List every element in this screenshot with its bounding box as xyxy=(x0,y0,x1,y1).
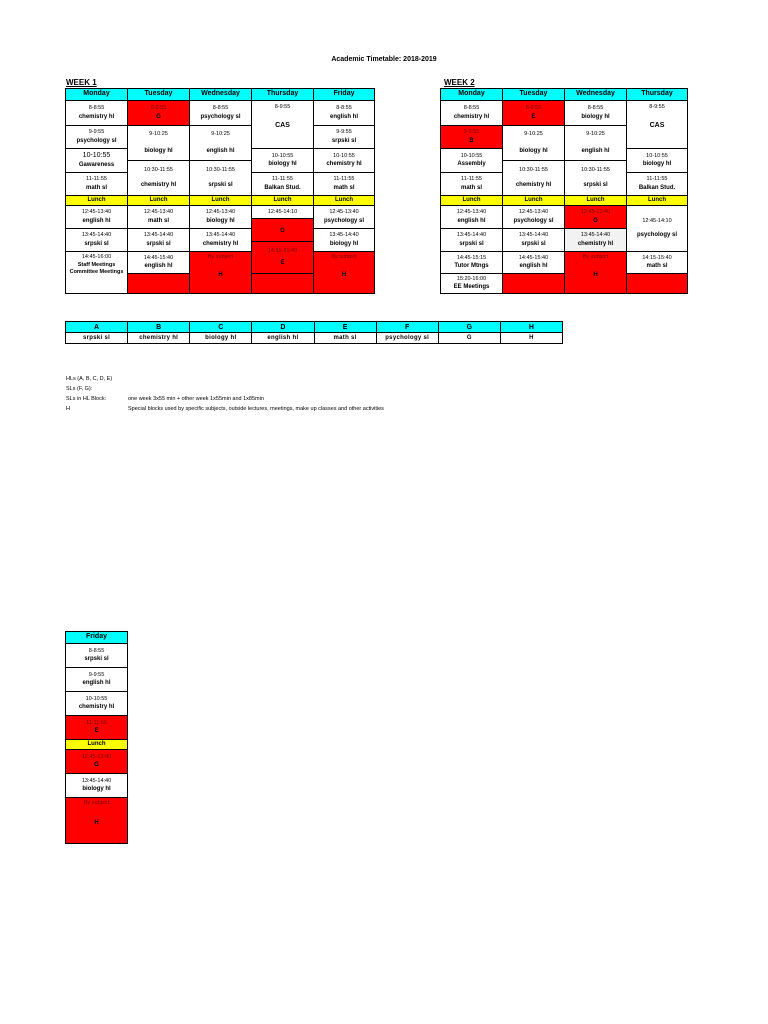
lunch-cell: Lunch xyxy=(314,196,375,206)
lunch-cell: Lunch xyxy=(66,196,128,206)
period-cell: 10-10:55 Assembly xyxy=(441,149,503,173)
period-cell: 8-8:55 srpski sl xyxy=(66,644,128,668)
lunch-row xyxy=(441,196,688,206)
period-cell: 8-8:55 english hl xyxy=(314,101,375,126)
period-cell: 14:45-15:40 english hl xyxy=(503,252,565,274)
note-row: SLs (F, G): xyxy=(66,386,93,392)
period-cell: 8-9:55 CAS xyxy=(252,101,314,149)
day-header: Thursday xyxy=(252,89,314,101)
key-letter: D xyxy=(252,322,314,333)
period-cell: 11-11:55 Balkan Stud. xyxy=(252,173,314,196)
period-cell: 9-10:25 biology hl xyxy=(503,126,565,161)
period-cell: 14:15-15:40 math sl xyxy=(627,252,688,274)
period-cell: 10:30-11:55 chemistry hl xyxy=(503,161,565,196)
period-cell: 12:45-13:40 G xyxy=(565,206,627,229)
period-cell: By subject H xyxy=(314,252,375,294)
period-cell: 11-11:55 E xyxy=(66,716,128,740)
lunch-cell: Lunch xyxy=(441,196,503,206)
key-letters-row xyxy=(66,322,563,333)
period-cell: 10:30-11:55 chemistry hl xyxy=(128,161,190,196)
period-cell xyxy=(503,274,565,294)
period-cell: By subject H xyxy=(565,252,627,294)
week2-friday-timetable xyxy=(65,631,128,844)
lunch-cell: Lunch xyxy=(252,196,314,206)
key-subject: english hl xyxy=(252,333,314,344)
period-cell: G xyxy=(252,219,314,242)
period-cell: 10-10:55 Gawareness xyxy=(66,149,128,173)
day-header: Wednesday xyxy=(565,89,627,101)
period-cell: 9-9:55 english hl xyxy=(66,668,128,692)
key-subject: biology hl xyxy=(190,333,252,344)
period-cell: 8-8:55 biology hl xyxy=(565,101,627,126)
key-letter: G xyxy=(438,322,500,333)
week1-header-row xyxy=(66,89,375,101)
page-title: Academic Timetable: 2018-2019 xyxy=(331,56,437,63)
period-cell: 12:45-14:10 psychology sl xyxy=(627,206,688,252)
period-cell: 14:45-15:40 english hl xyxy=(128,252,190,274)
period-cell: 13:45-14:40 chemistry hl xyxy=(190,229,252,252)
key-letter: C xyxy=(190,322,252,333)
day-header: Friday xyxy=(66,632,128,644)
lunch-cell: Lunch xyxy=(190,196,252,206)
period-cell: 9-10:25 biology hl xyxy=(128,126,190,161)
period-cell: 13:45-14:40 srpski sl xyxy=(66,229,128,252)
period-cell: 10:30-11:55 srpski sl xyxy=(190,161,252,196)
period-cell: 12:45-13:40 G xyxy=(66,750,128,774)
period-cell: 12:45-13:40 english hl xyxy=(66,206,128,229)
period-cell: 12:45-13:40 math sl xyxy=(128,206,190,229)
day-header: Tuesday xyxy=(503,89,565,101)
key-letter: H xyxy=(500,322,562,333)
period-cell: 8-8:55 psychology sl xyxy=(190,101,252,126)
note-row: SLs in HL Block: one week 3x55 min + other week 1x55min and 1x85min xyxy=(66,396,264,402)
period-cell: 8-8:55 chemistry hl xyxy=(66,101,128,126)
key-subjects-row xyxy=(66,333,563,344)
lunch-cell: Lunch xyxy=(503,196,565,206)
period-cell: 9-9:55 B xyxy=(441,126,503,149)
period-cell: 12:45-14:10 xyxy=(252,206,314,219)
period-cell: 8-8:55 E xyxy=(503,101,565,126)
period-cell: 11-11:55 math sl xyxy=(66,173,128,196)
week1-label: WEEK 1 xyxy=(66,78,97,87)
period-cell: 13:45-14:40 srpski sl xyxy=(128,229,190,252)
period-cell: 11-11:55 Balkan Stud. xyxy=(627,173,688,196)
key-letter: F xyxy=(376,322,438,333)
key-subject: math sl xyxy=(314,333,376,344)
key-letter: B xyxy=(128,322,190,333)
period-cell: 13:45-14:40 biology hl xyxy=(66,774,128,798)
lunch-row xyxy=(66,740,128,750)
key-subject: G xyxy=(438,333,500,344)
notes xyxy=(66,374,384,414)
period-cell: By subject H xyxy=(190,252,252,294)
period-cell: 10-10:55 biology hl xyxy=(627,149,688,173)
period-cell: 10:30-11:55 srpski sl xyxy=(565,161,627,196)
period-cell: 9-9:55 srpski sl xyxy=(314,126,375,149)
day-header: Tuesday xyxy=(128,89,190,101)
period-cell: 9-10:25 english hl xyxy=(565,126,627,161)
period-cell: 8-8:55 G xyxy=(128,101,190,126)
period-cell: By subject H xyxy=(66,798,128,844)
week2-timetable xyxy=(440,88,688,294)
key-subject: srpski sl xyxy=(66,333,128,344)
day-header: Friday xyxy=(314,89,375,101)
period-cell: 14:45-16:00 Staff Meetings Committee Meetings xyxy=(66,252,128,294)
key-subject: H xyxy=(500,333,562,344)
period-cell: 12:45-13:40 biology hl xyxy=(190,206,252,229)
period-cell: 10-10:55 biology hl xyxy=(252,149,314,173)
lunch-cell: Lunch xyxy=(627,196,688,206)
key-subject: psychology sl xyxy=(376,333,438,344)
period-cell: 15:20-16:00 EE Meetings xyxy=(441,274,503,294)
block-key-table xyxy=(65,321,563,344)
lunch-cell: Lunch xyxy=(66,740,128,750)
day-header: Thursday xyxy=(627,89,688,101)
key-subject: chemistry hl xyxy=(128,333,190,344)
period-cell: 13:45-14:40 biology hl xyxy=(314,229,375,252)
period-cell: 9-9:55 psychology sl xyxy=(66,126,128,149)
note-row: HLs (A, B, C, D, E) xyxy=(66,376,113,382)
lunch-cell: Lunch xyxy=(565,196,627,206)
period-cell: 12:45-13:40 psychology sl xyxy=(314,206,375,229)
day-header: Wednesday xyxy=(190,89,252,101)
period-cell: 11-11:55 math sl xyxy=(314,173,375,196)
period-cell: 8-9:55 CAS xyxy=(627,101,688,149)
key-letter: A xyxy=(66,322,128,333)
day-header: Monday xyxy=(441,89,503,101)
week2-header-row xyxy=(441,89,688,101)
lunch-row xyxy=(66,196,375,206)
day-header: Monday xyxy=(66,89,128,101)
period-cell: 13:45-14:40 chemistry hl xyxy=(565,229,627,252)
lunch-cell: Lunch xyxy=(128,196,190,206)
period-cell: 10-10:55 chemistry hl xyxy=(66,692,128,716)
period-cell: 10-10:55 chemistry hl xyxy=(314,149,375,173)
period-cell: 14:15-15:40 E xyxy=(252,242,314,274)
period-cell xyxy=(128,274,190,294)
period-cell: 12:45-13:40 psychology sl xyxy=(503,206,565,229)
period-cell xyxy=(252,274,314,294)
period-cell: 8-8:55 chemistry hl xyxy=(441,101,503,126)
key-letter: E xyxy=(314,322,376,333)
period-cell: 14:45-15:15 Tutor Mtngs xyxy=(441,252,503,274)
week2-label: WEEK 2 xyxy=(444,78,475,87)
period-cell: 12:45-13:40 english hl xyxy=(441,206,503,229)
period-cell: 11-11:55 math sl xyxy=(441,173,503,196)
period-cell: 9-10:25 english hl xyxy=(190,126,252,161)
note-row: H Special blocks used by specific subjects, outside lectures, meetings, make up classes and other activities xyxy=(66,406,384,412)
period-cell xyxy=(627,274,688,294)
period-cell: 13:45-14:40 srpski sl xyxy=(503,229,565,252)
period-cell: 13:45-14:40 srpski sl xyxy=(441,229,503,252)
week1-timetable xyxy=(65,88,375,294)
